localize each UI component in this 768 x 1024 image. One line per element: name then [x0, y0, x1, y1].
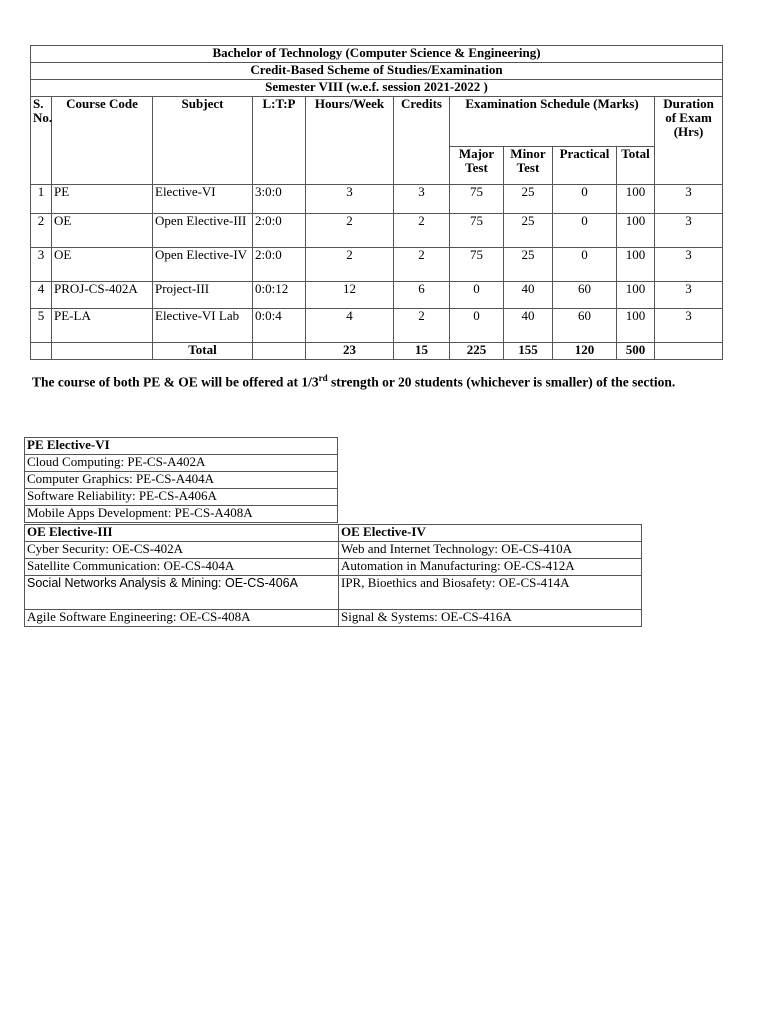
scheme-title: Credit-Based Scheme of Studies/Examination [31, 63, 723, 80]
list-item: Mobile Apps Development: PE-CS-A408A [25, 506, 338, 523]
cell-credits: 6 [394, 282, 450, 309]
oe-elective-3-title: OE Elective-III [25, 525, 339, 542]
cell-duration: 3 [655, 282, 723, 309]
totals-hours: 23 [306, 343, 394, 360]
cell-hours: 3 [306, 185, 394, 214]
cell-hours: 2 [306, 248, 394, 282]
cell-major: 0 [450, 309, 504, 343]
cell-practical: 60 [553, 282, 617, 309]
cell-duration: 3 [655, 214, 723, 248]
cell-code: PE-LA [52, 309, 153, 343]
col-duration: Duration of Exam (Hrs) [655, 97, 723, 185]
totals-major: 225 [450, 343, 504, 360]
cell-total: 100 [617, 282, 655, 309]
offering-note [32, 370, 732, 391]
totals-practical: 120 [553, 343, 617, 360]
cell-subject: Elective-VI [153, 185, 253, 214]
table-row [31, 309, 723, 343]
list-item: Software Reliability: PE-CS-A406A [25, 489, 338, 506]
cell-duration: 3 [655, 248, 723, 282]
list-item: Cyber Security: OE-CS-402A [25, 542, 339, 559]
program-title: Bachelor of Technology (Computer Science & Engineering) [31, 46, 723, 63]
col-subject: Subject [153, 97, 253, 185]
cell-ltp: 2:0:0 [253, 248, 306, 282]
cell-practical: 0 [553, 248, 617, 282]
table-row [31, 185, 723, 214]
cell-credits: 3 [394, 185, 450, 214]
cell-credits: 2 [394, 309, 450, 343]
table-row [31, 248, 723, 282]
cell-sno: 2 [31, 214, 52, 248]
list-item: Computer Graphics: PE-CS-A404A [25, 472, 338, 489]
cell-hours: 12 [306, 282, 394, 309]
col-sno: S. No. [31, 97, 52, 185]
list-item: IPR, Bioethics and Biosafety: OE-CS-414A [339, 576, 642, 610]
cell-sno: 4 [31, 282, 52, 309]
list-item: Web and Internet Technology: OE-CS-410A [339, 542, 642, 559]
oe-elective-4-title: OE Elective-IV [339, 525, 642, 542]
list-item: Social Networks Analysis & Mining: OE-CS-406A [25, 576, 339, 610]
cell-minor: 40 [504, 309, 553, 343]
cell-code: OE [52, 214, 153, 248]
cell-total: 100 [617, 309, 655, 343]
cell-total: 100 [617, 214, 655, 248]
totals-credits: 15 [394, 343, 450, 360]
cell-major: 0 [450, 282, 504, 309]
cell-practical: 60 [553, 309, 617, 343]
cell-subject: Elective-VI Lab [153, 309, 253, 343]
cell-total: 100 [617, 185, 655, 214]
cell-ltp: 3:0:0 [253, 185, 306, 214]
list-item: Cloud Computing: PE-CS-A402A [25, 455, 338, 472]
totals-total: 500 [617, 343, 655, 360]
cell-hours: 4 [306, 309, 394, 343]
oe-elective-table [24, 524, 642, 627]
cell-ltp: 0:0:4 [253, 309, 306, 343]
list-item: Agile Software Engineering: OE-CS-408A [25, 610, 339, 627]
semester-title: Semester VIII (w.e.f. session 2021-2022 ) [31, 80, 723, 97]
cell-duration: 3 [655, 309, 723, 343]
cell-major: 75 [450, 185, 504, 214]
cell-sno: 3 [31, 248, 52, 282]
table-row [31, 282, 723, 309]
totals-row [31, 343, 723, 360]
note-text-after: strength or 20 students (whichever is smaller) of the section. [327, 374, 676, 390]
cell-ltp: 0:0:12 [253, 282, 306, 309]
note-text-before: The course of both PE & OE will be offered at 1/3 [32, 374, 319, 390]
col-exam-schedule: Examination Schedule (Marks) [450, 97, 655, 147]
cell-sno: 5 [31, 309, 52, 343]
list-item: Signal & Systems: OE-CS-416A [339, 610, 642, 627]
col-total: Total [617, 147, 655, 185]
scheme-table [30, 45, 723, 360]
cell-credits: 2 [394, 248, 450, 282]
cell-minor: 40 [504, 282, 553, 309]
col-credits: Credits [394, 97, 450, 185]
cell-practical: 0 [553, 214, 617, 248]
cell-subject: Open Elective-IV [153, 248, 253, 282]
totals-minor: 155 [504, 343, 553, 360]
cell-ltp: 2:0:0 [253, 214, 306, 248]
note-superscript: rd [318, 373, 328, 383]
cell-subject: Open Elective-III [153, 214, 253, 248]
cell-code: PE [52, 185, 153, 214]
cell-credits: 2 [394, 214, 450, 248]
cell-code: OE [52, 248, 153, 282]
cell-code: PROJ-CS-402A [52, 282, 153, 309]
col-minor-test: Minor Test [504, 147, 553, 185]
list-item: Satellite Communication: OE-CS-404A [25, 559, 339, 576]
cell-major: 75 [450, 214, 504, 248]
cell-total: 100 [617, 248, 655, 282]
totals-label: Total [153, 343, 253, 360]
col-hours: Hours/Week [306, 97, 394, 185]
col-major-test: Major Test [450, 147, 504, 185]
pe-elective-table [24, 437, 338, 523]
cell-subject: Project-III [153, 282, 253, 309]
table-row [31, 214, 723, 248]
cell-minor: 25 [504, 248, 553, 282]
cell-minor: 25 [504, 214, 553, 248]
pe-elective-title: PE Elective-VI [25, 438, 338, 455]
col-practical: Practical [553, 147, 617, 185]
cell-minor: 25 [504, 185, 553, 214]
cell-hours: 2 [306, 214, 394, 248]
cell-major: 75 [450, 248, 504, 282]
cell-duration: 3 [655, 185, 723, 214]
col-ltp: L:T:P [253, 97, 306, 185]
cell-practical: 0 [553, 185, 617, 214]
col-course-code: Course Code [52, 97, 153, 185]
cell-sno: 1 [31, 185, 52, 214]
list-item: Automation in Manufacturing: OE-CS-412A [339, 559, 642, 576]
